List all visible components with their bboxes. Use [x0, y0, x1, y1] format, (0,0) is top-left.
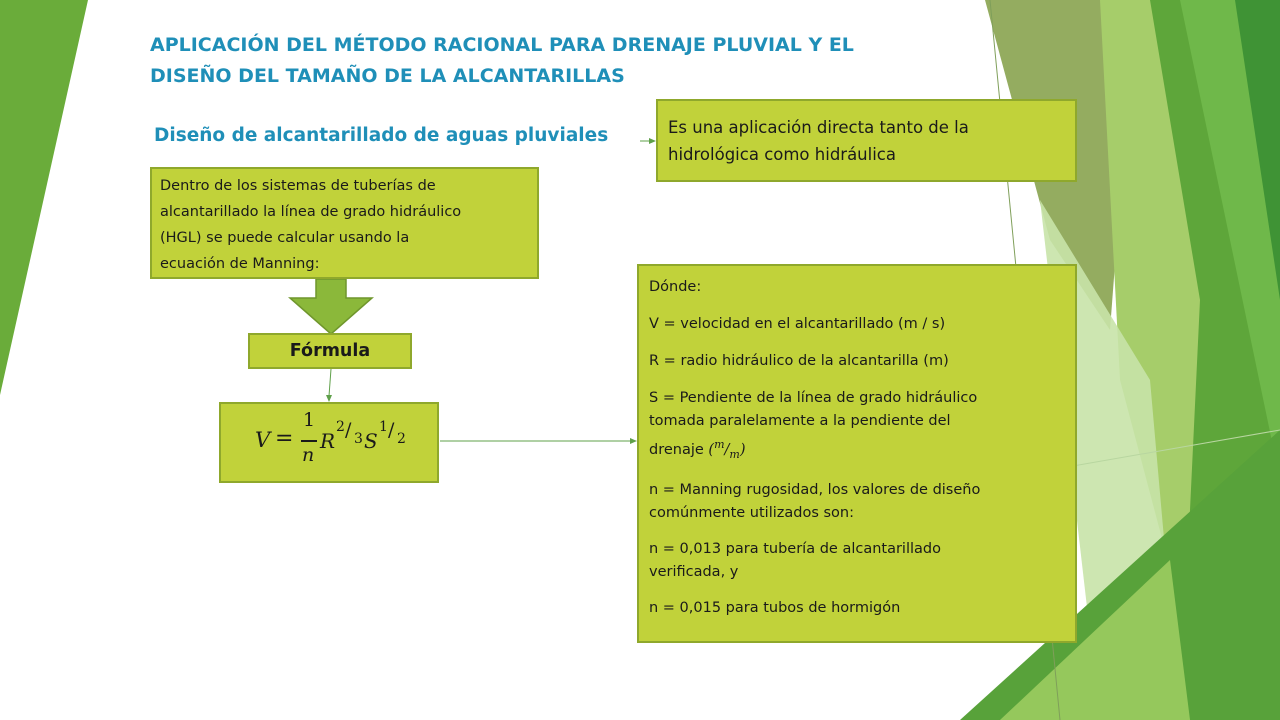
formula-s-exp-den: 2 [397, 431, 406, 447]
intro-line-2: alcantarillado la línea de grado hidráulico [160, 204, 462, 220]
formula-r-exp-slash: / [345, 419, 352, 441]
n-value-1-line-1: n = 0,013 para tubería de alcantarillado [649, 540, 941, 557]
formula-s-exp-slash: / [388, 419, 395, 441]
definition-n [649, 479, 1065, 525]
intro-line-4: ecuación de Manning: [160, 256, 320, 272]
section-subtitle: Diseño de alcantarillado de aguas pluviales [154, 125, 609, 146]
connector-arrowhead-3 [630, 438, 637, 444]
formula-frac-bar [301, 440, 317, 442]
formula-s-var: S [364, 429, 378, 453]
formula-r-exp-num: 2 [336, 419, 345, 435]
hydrology-note-line-2: hidrológica como hidráulica [668, 145, 896, 164]
definition-r: R = radio hidráulico de la alcantarilla (m) [649, 353, 949, 369]
hydrology-note-box [656, 99, 1077, 182]
n-value-1-line-2: verificada, y [649, 563, 739, 580]
slope-unit-den: m [729, 447, 740, 461]
slope-unit-num: m [714, 438, 725, 451]
definition-s-line-2: tomada paralelamente a la pendiente del [649, 413, 951, 429]
formula-label: Fórmula [289, 341, 371, 361]
formula-label-box [248, 333, 412, 369]
definition-v: V = velocidad en el alcantarillado (m / s) [649, 316, 946, 332]
formula-s-exp-num: 1 [379, 419, 388, 435]
hydrology-note-line-1: Es una aplicación directa tanto de la [668, 118, 969, 137]
formula-frac-den: n [302, 444, 315, 466]
formula-box [219, 402, 439, 483]
definition-s [649, 387, 1065, 466]
definition-n-line-1: n = Manning rugosidad, los valores de diseño [649, 481, 981, 498]
intro-line-1: Dentro de los sistemas de tuberías de [160, 178, 436, 194]
formula-r-exp-den: 3 [354, 431, 363, 447]
definition-s-line-1: S = Pendiente de la línea de grado hidráulico [649, 390, 978, 406]
down-arrow [290, 279, 372, 334]
definitions-box [637, 264, 1077, 643]
definition-n-value-2: n = 0,015 para tubos de hormigón [649, 599, 901, 616]
definition-n-line-2: comúnmente utilizados son: [649, 504, 854, 521]
connector-arrowhead-2 [326, 395, 332, 402]
left-green-sliver [0, 0, 88, 395]
connector-arrowhead-1 [649, 138, 656, 144]
formula-lhs: V [255, 428, 271, 452]
definition-n-value-1 [649, 538, 1065, 584]
page-title [150, 30, 930, 92]
title-line-2: DISEÑO DEL TAMAÑO DE LA ALCANTARILLAS [150, 65, 625, 87]
definition-s-line-3: drenaje [649, 441, 704, 458]
intro-box [150, 167, 539, 279]
connector-label-to-formula [329, 369, 331, 396]
slope-unit: $(^m/_m)$ [708, 438, 746, 461]
formula-equals: = [275, 426, 294, 451]
definitions-heading: Dónde: [649, 279, 702, 295]
formula-r-var: R [320, 429, 336, 453]
title-line-1: APLICACIÓN DEL MÉTODO RACIONAL PARA DRENAJE PLUVIAL Y EL [150, 34, 854, 56]
formula-frac-num: 1 [303, 409, 316, 431]
intro-line-3: (HGL) se puede calcular usando la [160, 230, 410, 246]
